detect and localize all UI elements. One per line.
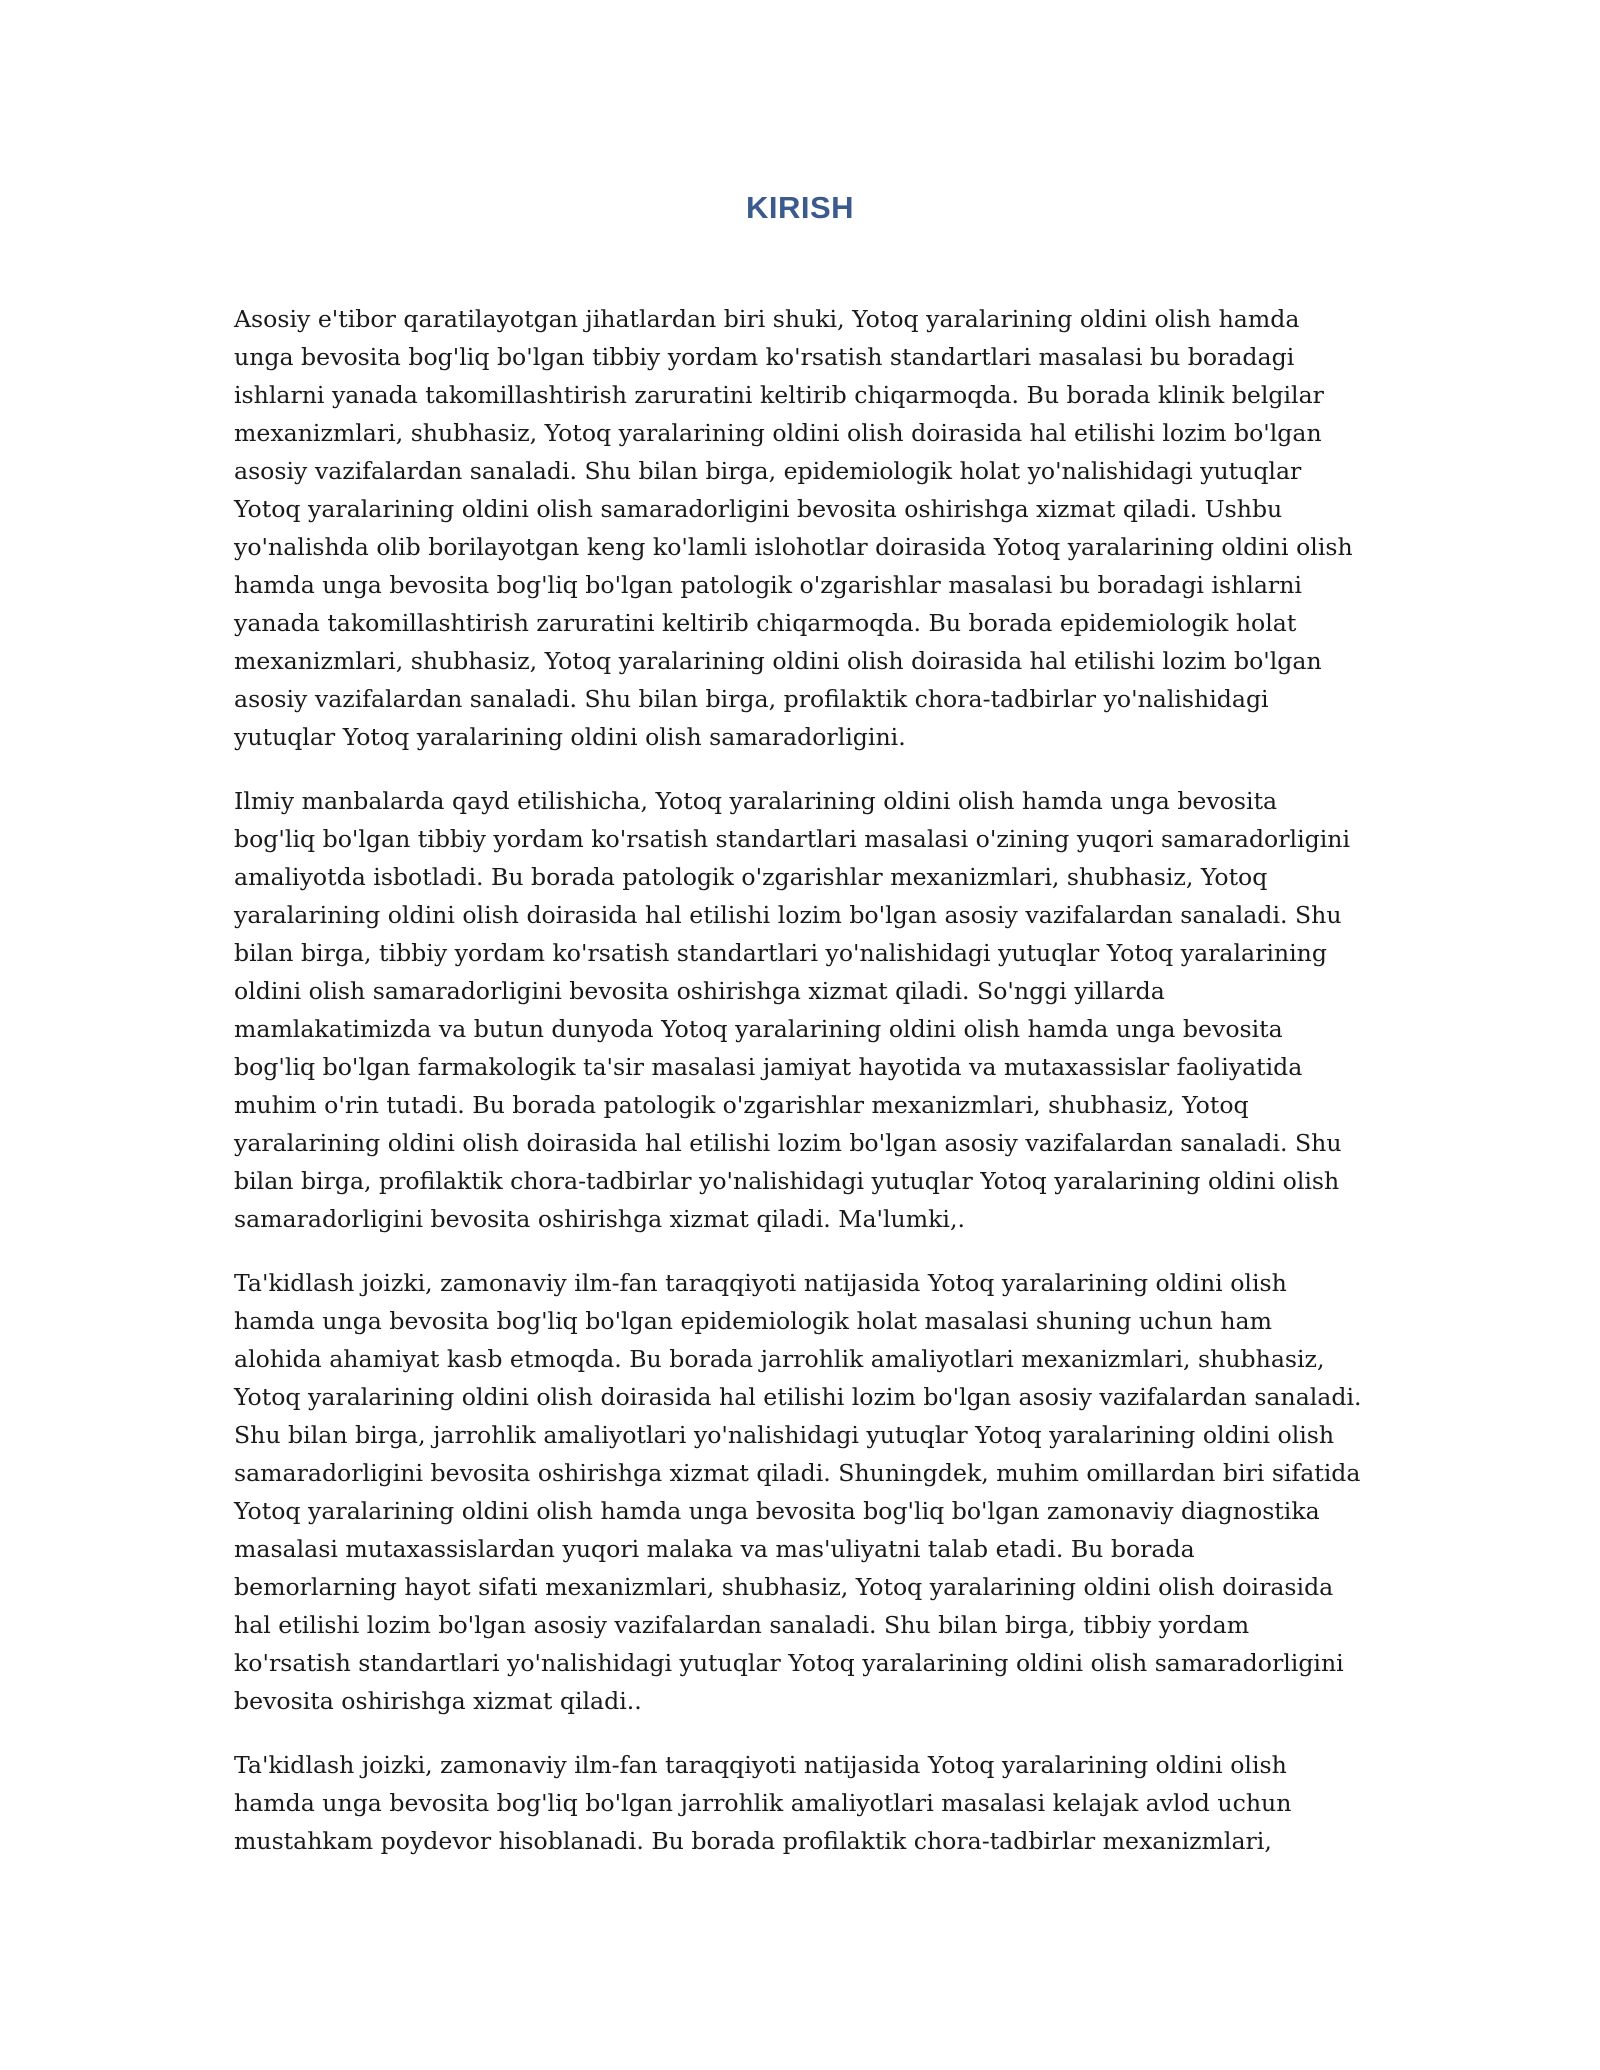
document-body xyxy=(234,300,1364,1886)
paragraph-2: Ilmiy manbalarda qayd etilishicha, Yotoq yaralarining oldini olish hamda unga bevosita bog'liq bo'lgan tibbiy yordam ko'rsatish standartlari masalasi o'zining yuqori samaradorligini amaliyotda isbotladi. Bu borada patologik o'zgarishlar mexanizmlari, shubhasiz, Yotoq yaralarining oldini olish doirasida hal etilishi lozim bo'lgan asosiy vazifalardan sanaladi. Shu bilan birga, tibbiy yordam ko'rsatish standartlari yo'nalishidagi yutuqlar Yotoq yaralarining oldini olish samaradorligini bevosita oshirishga xizmat qiladi. So'nggi yillarda mamlakatimizda va butun dunyoda Yotoq yaralarining oldini olish hamda unga bevosita bog'liq bo'lgan farmakologik ta'sir masalasi jamiyat hayotida va mutaxassislar faoliyatida muhim o'rin tutadi. Bu borada patologik o'zgarishlar mexanizmlari, shubhasiz, Yotoq yaralarining oldini olish doirasida hal etilishi lozim bo'lgan asosiy vazifalardan sanaladi. Shu bilan birga, profilaktik chora-tadbirlar yo'nalishidagi yutuqlar Yotoq yaralarining oldini olish samaradorligini bevosita oshirishga xizmat qiladi. Ma'lumki,. xyxy=(234,787,1351,1233)
page-title: KIRISH xyxy=(745,190,855,225)
paragraph-1: Asosiy e'tibor qaratilayotgan jihatlardan biri shuki, Yotoq yaralarining oldini olish hamda unga bevosita bog'liq bo'lgan tibbiy yordam ko'rsatish standartlari masalasi bu boradagi ishlarni yanada takomillashtirish zaruratini keltirib chiqarmoqda. Bu borada klinik belgilar mexanizmlari, shubhasiz, Yotoq yaralarining oldini olish doirasida hal etilishi lozim bo'lgan asosiy vazifalardan sanaladi. Shu bilan birga, epidemiologik holat yo'nalishidagi yutuqlar Yotoq yaralarining oldini olish samaradorligini bevosita oshirishga xizmat qiladi. Ushbu yo'nalishda olib borilayotgan keng ko'lamli islohotlar doirasida Yotoq yaralarining oldini olish hamda unga bevosita bog'liq bo'lgan patologik o'zgarishlar masalasi bu boradagi ishlarni yanada takomillashtirish zaruratini keltirib chiqarmoqda. Bu borada epidemiologik holat mexanizmlari, shubhasiz, Yotoq yaralarining oldini olish doirasida hal etilishi lozim bo'lgan asosiy vazifalardan sanaladi. Shu bilan birga, profilaktik chora-tadbirlar yo'nalishidagi yutuqlar Yotoq yaralarining oldini olish samaradorligini. xyxy=(234,305,1353,751)
paragraph-4: Ta'kidlash joizki, zamonaviy ilm-fan taraqqiyoti natijasida Yotoq yaralarining oldini olish hamda unga bevosita bog'liq bo'lgan jarrohlik amaliyotlari masalasi kelajak avlod uchun mustahkam poydevor hisoblanadi. Bu borada profilaktik chora-tadbirlar mexanizmlari, xyxy=(234,1751,1292,1855)
paragraph-3: Ta'kidlash joizki, zamonaviy ilm-fan taraqqiyoti natijasida Yotoq yaralarining oldini olish hamda unga bevosita bog'liq bo'lgan epidemiologik holat masalasi shuning uchun ham alohida ahamiyat kasb etmoqda. Bu borada jarrohlik amaliyotlari mexanizmlari, shubhasiz, Yotoq yaralarining oldini olish doirasida hal etilishi lozim bo'lgan asosiy vazifalardan sanaladi. Shu bilan birga, jarrohlik amaliyotlari yo'nalishidagi yutuqlar Yotoq yaralarining oldini olish samaradorligini bevosita oshirishga xizmat qiladi. Shuningdek, muhim omillardan biri sifatida Yotoq yaralarining oldini olish hamda unga bevosita bog'liq bo'lgan zamonaviy diagnostika masalasi mutaxassislardan yuqori malaka va mas'uliyatni talab etadi. Bu borada bemorlarning hayot sifati mexanizmlari, shubhasiz, Yotoq yaralarining oldini olish doirasida hal etilishi lozim bo'lgan asosiy vazifalardan sanaladi. Shu bilan birga, tibbiy yordam ko'rsatish standartlari yo'nalishidagi yutuqlar Yotoq yaralarining oldini olish samaradorligini bevosita oshirishga xizmat qiladi.. xyxy=(234,1269,1362,1715)
